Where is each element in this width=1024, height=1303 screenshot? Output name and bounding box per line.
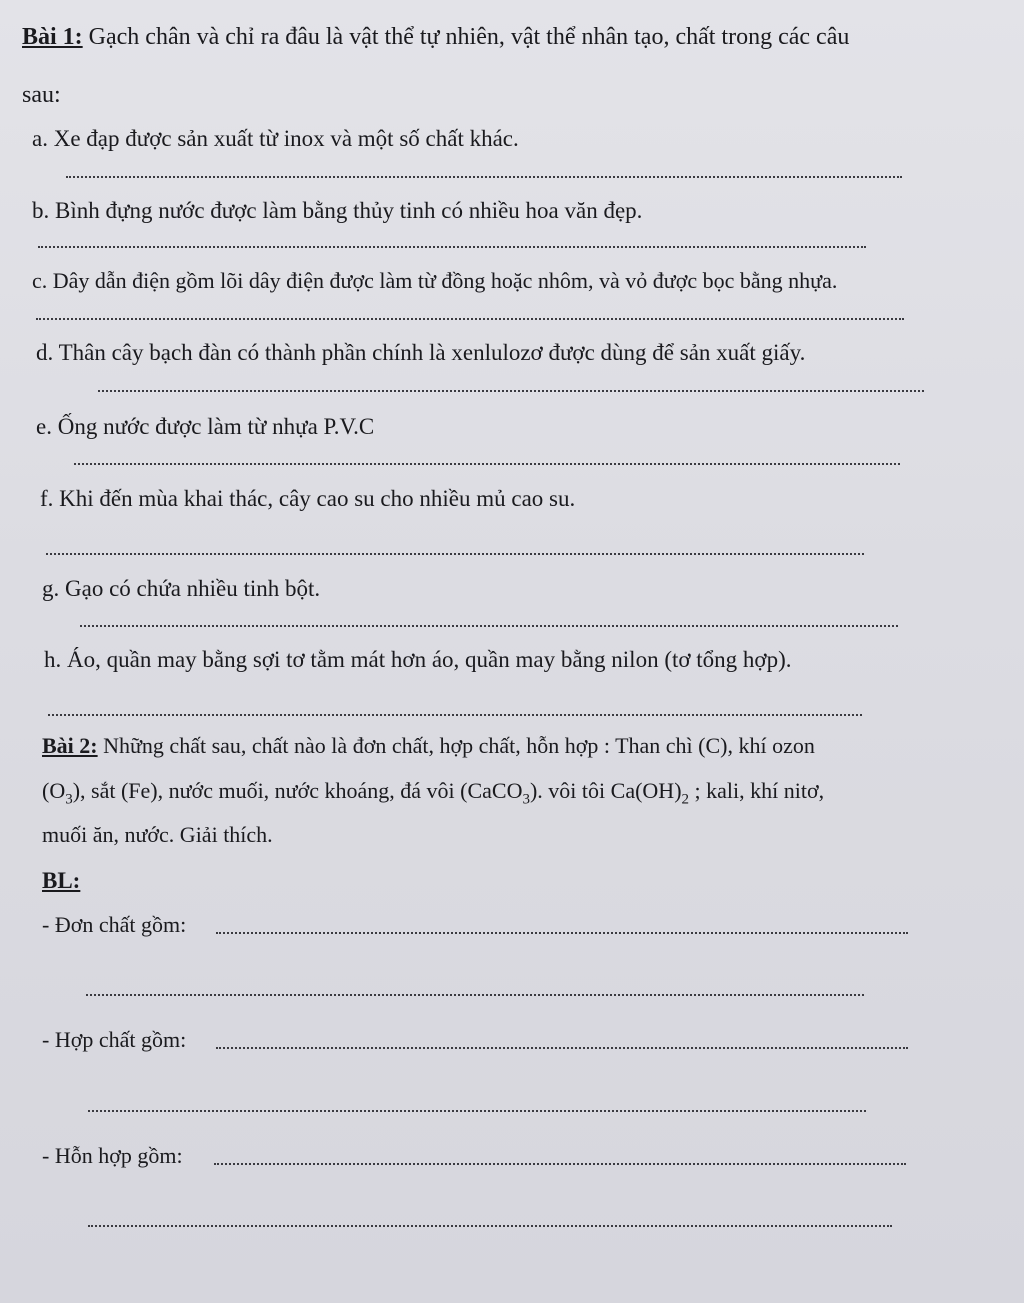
bai1-item-c xyxy=(32,266,837,296)
bai1-item-f xyxy=(40,484,575,514)
answer-line-b[interactable] xyxy=(38,246,866,248)
bai1-item-a xyxy=(32,124,519,154)
bai1-prompt-cont: sau: xyxy=(22,82,61,108)
item-text: Ống nước được làm từ nhựa P.V.C xyxy=(57,414,375,439)
subscript: 3 xyxy=(522,791,530,808)
bai2-line3: muối ăn, nước. Giải thích. xyxy=(42,822,273,847)
bai2-text: ), sắt (Fe), nước muối, nước khoáng, đá vôi (CaCO xyxy=(72,778,523,803)
don-chat-answer-line-2[interactable] xyxy=(86,994,864,996)
item-letter: g. xyxy=(42,576,60,601)
answer-line-f[interactable] xyxy=(46,553,864,555)
item-letter: b. xyxy=(32,198,50,223)
item-text: Bình đựng nước được làm bằng thủy tinh có nhiều hoa văn đẹp. xyxy=(55,198,643,223)
subscript: 2 xyxy=(681,791,690,808)
hon-hop-answer-line-1[interactable] xyxy=(214,1163,906,1165)
item-text: Thân cây bạch đàn có thành phần chính là xenlulozơ được dùng để sản xuất giấy. xyxy=(58,340,806,365)
hop-chat-answer-line-2[interactable] xyxy=(88,1110,866,1112)
hop-chat-answer-line-1[interactable] xyxy=(216,1047,908,1049)
bai1-item-b xyxy=(32,196,642,226)
bai1-prompt: Gạch chân và chỉ ra đâu là vật thể tự nhiên, vật thể nhân tạo, chất trong các câu xyxy=(88,24,850,50)
bai2-text: ; kali, khí nitơ, xyxy=(689,778,825,803)
item-text: Khi đến mùa khai thác, cây cao su cho nhiều mủ cao su. xyxy=(59,486,576,511)
item-letter: a. xyxy=(32,126,48,151)
hop-chat-row xyxy=(42,1025,186,1055)
item-letter: f. xyxy=(40,486,54,511)
bl-label: BL: xyxy=(42,868,81,893)
hon-hop-row xyxy=(42,1141,183,1171)
item-letter: e. xyxy=(36,414,52,439)
bai1-item-g xyxy=(42,574,320,604)
item-letter: h. xyxy=(44,647,62,672)
hon-hop-label: - Hỗn hợp gồm: xyxy=(42,1143,183,1168)
bai2-label: Bài 2: xyxy=(42,733,98,758)
item-text: Dây dẫn điện gồm lõi dây điện được làm từ đồng hoặc nhôm, và vỏ được bọc bằng nhựa. xyxy=(52,268,838,293)
item-letter: d. xyxy=(36,340,54,365)
bai2-text: (O xyxy=(42,778,66,803)
item-text: Áo, quần may bằng sợi tơ tằm mát hơn áo, quần may bằng nilon (tơ tổng hợp). xyxy=(67,647,792,672)
bai2-line1 xyxy=(42,731,815,761)
item-letter: c. xyxy=(32,268,48,293)
answer-line-g[interactable] xyxy=(80,625,898,627)
item-text: Xe đạp được sản xuất từ inox và một số chất khác. xyxy=(53,126,519,151)
bai1-heading xyxy=(22,22,849,52)
item-text: Gạo có chứa nhiều tinh bột. xyxy=(65,576,321,601)
bai1-label: Bài 1: xyxy=(22,24,83,50)
bai1-item-d xyxy=(36,338,805,368)
bai1-item-h xyxy=(44,645,792,675)
answer-line-h[interactable] xyxy=(48,714,862,716)
bai2-text: ). vôi tôi Ca(OH) xyxy=(529,778,682,803)
answer-line-e[interactable] xyxy=(74,463,900,465)
don-chat-answer-line-1[interactable] xyxy=(216,932,908,934)
don-chat-label: - Đơn chất gồm: xyxy=(42,912,187,937)
bai2-text-line1: Những chất sau, chất nào là đơn chất, hợp chất, hỗn hợp : Than chì (C), khí ozon xyxy=(103,733,815,758)
bai2-line2 xyxy=(42,776,824,806)
don-chat-row xyxy=(42,910,186,940)
hop-chat-label: - Hợp chất gồm: xyxy=(42,1027,187,1052)
hon-hop-answer-line-2[interactable] xyxy=(88,1225,892,1227)
answer-heading xyxy=(42,866,80,896)
subscript: 3 xyxy=(65,791,73,808)
answer-line-c[interactable] xyxy=(36,318,904,320)
answer-line-d[interactable] xyxy=(98,390,924,392)
bai1-item-e xyxy=(36,412,374,442)
answer-line-a[interactable] xyxy=(66,176,902,178)
